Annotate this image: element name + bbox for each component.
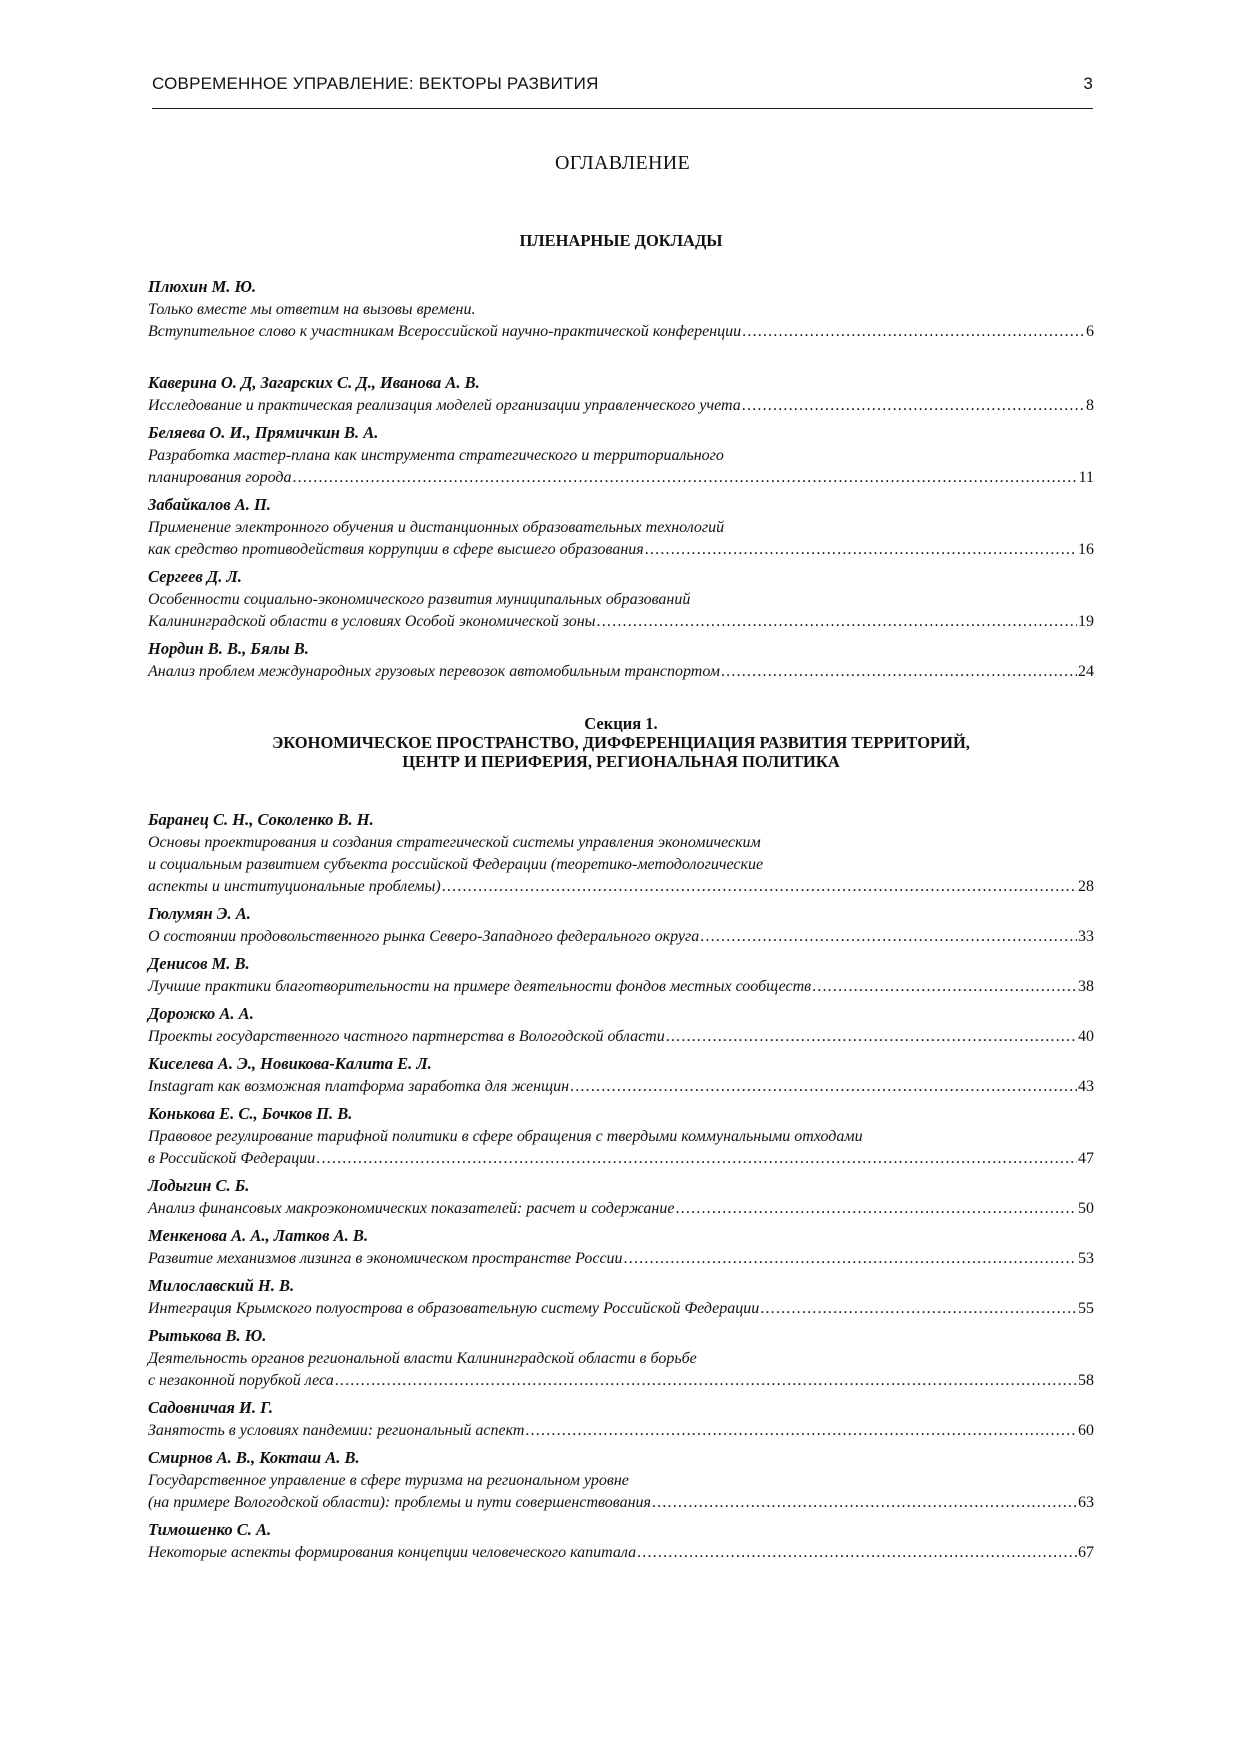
entry-title-line: О состоянии продовольственного рынка Северо-Западного федерального округа xyxy=(148,928,700,945)
dot-leader xyxy=(742,321,1085,343)
running-title: СОВРЕМЕННОЕ УПРАВЛЕНИЕ: ВЕКТОРЫ РАЗВИТИЯ xyxy=(152,74,599,93)
entry-authors: Лодыгин С. Б. xyxy=(148,1176,250,1195)
entry-title-line: Разработка мастер-плана как инструмента стратегического и территориального xyxy=(148,447,724,464)
entry-page-number: 11 xyxy=(1078,469,1094,486)
entry-title-line-with-page xyxy=(148,395,1094,417)
dot-leader xyxy=(335,1370,1077,1392)
section-1-heading-block xyxy=(148,714,1094,771)
entry-authors: Конькова Е. С., Бочков П. В. xyxy=(148,1104,353,1123)
toc-entry[interactable] xyxy=(148,952,1094,998)
toc-entry[interactable] xyxy=(148,1102,1094,1170)
entry-title-line-with-page xyxy=(148,926,1094,948)
toc-entry[interactable] xyxy=(148,1224,1094,1270)
entry-page-number: 67 xyxy=(1078,1544,1094,1561)
dot-leader xyxy=(442,876,1077,898)
entry-title-line: Развитие механизмов лизинга в экономическом пространстве России xyxy=(148,1250,623,1267)
entry-page-number: 43 xyxy=(1078,1078,1094,1095)
entry-title-line-with-page xyxy=(148,1198,1094,1220)
entry-title-line: (на примере Вологодской области): проблемы и пути совершенствования xyxy=(148,1494,651,1511)
entry-title-line-with-page xyxy=(148,539,1094,561)
toc-entry[interactable] xyxy=(148,421,1094,489)
page-number: 3 xyxy=(1083,74,1093,93)
entry-page-number: 40 xyxy=(1078,1028,1094,1045)
entry-title-line-with-page xyxy=(148,1148,1094,1170)
toc-entry[interactable] xyxy=(148,902,1094,948)
entry-title-line: Только вместе мы ответим на вызовы времени. xyxy=(148,301,476,318)
section-1-entries xyxy=(148,808,1094,1568)
running-header xyxy=(152,74,1093,109)
dot-leader xyxy=(675,1198,1077,1220)
dot-leader xyxy=(645,539,1077,561)
toc-entry[interactable] xyxy=(148,1396,1094,1442)
entry-title-line: как средство противодействия коррупции в сфере высшего образования xyxy=(148,541,644,558)
entry-title-line: в Российской Федерации xyxy=(148,1150,316,1167)
dot-leader xyxy=(525,1420,1077,1442)
entry-title-line-with-page xyxy=(148,1248,1094,1270)
entry-title-line-with-page xyxy=(148,1420,1094,1442)
entry-title-line: и социальным развитием субъекта российской Федерации (теоретико-методологические xyxy=(148,856,764,873)
section-label: Секция 1. xyxy=(584,714,658,733)
dot-leader xyxy=(721,661,1077,683)
toc-entry[interactable] xyxy=(148,1174,1094,1220)
entry-title-line-with-page xyxy=(148,1026,1094,1048)
entry-page-number: 55 xyxy=(1078,1300,1094,1317)
section-title-line: ЦЕНТР И ПЕРИФЕРИЯ, РЕГИОНАЛЬНАЯ ПОЛИТИКА xyxy=(402,752,840,771)
entry-title-line: Применение электронного обучения и дистанционных образовательных технологий xyxy=(148,519,725,536)
dot-leader xyxy=(624,1248,1077,1270)
entry-authors: Смирнов А. В., Кокташ А. В. xyxy=(148,1448,360,1467)
entry-authors: Сергеев Д. Л. xyxy=(148,567,242,586)
dot-leader xyxy=(700,926,1077,948)
dot-leader xyxy=(292,467,1077,489)
entry-title-line: Основы проектирования и создания стратегической системы управления экономическим xyxy=(148,834,761,851)
plenary-entries-group-2 xyxy=(148,371,1094,687)
entry-title-line: Вступительное слово к участникам Всероссийской научно-практической конференции xyxy=(148,323,742,340)
entry-page-number: 47 xyxy=(1078,1150,1094,1167)
entry-title-line: Анализ проблем международных грузовых перевозок автомобильным транспортом xyxy=(148,663,720,680)
entry-title-line: Анализ финансовых макроэкономических показателей: расчет и содержание xyxy=(148,1200,675,1217)
dot-leader xyxy=(316,1148,1077,1170)
section-title-line: ЭКОНОМИЧЕСКОЕ ПРОСТРАНСТВО, ДИФФЕРЕНЦИАЦИЯ РАЗВИТИЯ ТЕРРИТОРИЙ, xyxy=(272,733,970,752)
toc-entry[interactable] xyxy=(148,493,1094,561)
toc-title: ОГЛАВЛЕНИЕ xyxy=(555,152,690,174)
entry-title-line: Занятость в условиях пандемии: региональный аспект xyxy=(148,1422,525,1439)
entry-title-line: планирования города xyxy=(148,469,292,486)
dot-leader xyxy=(666,1026,1077,1048)
entry-title-line: аспекты и институциональные проблемы) xyxy=(148,878,441,895)
toc-entry[interactable] xyxy=(148,565,1094,633)
entry-title-line: Проекты государственного частного партнерства в Вологодской области xyxy=(148,1028,665,1045)
entry-title-line: Instagram как возможная платформа заработка для женщин xyxy=(148,1078,570,1095)
entry-title-line: Некоторые аспекты формирования концепции человеческого капитала xyxy=(148,1544,637,1561)
entry-authors: Менкенова А. А., Латков А. В. xyxy=(148,1226,369,1245)
entry-page-number: 28 xyxy=(1078,878,1094,895)
entry-page-number: 38 xyxy=(1078,978,1094,995)
entry-title-line: Калининградской области в условиях Особой экономической зоны xyxy=(148,613,596,630)
entry-title-line-with-page xyxy=(148,321,1094,343)
plenary-heading: ПЛЕНАРНЫЕ ДОКЛАДЫ xyxy=(519,231,723,250)
entry-title-line-with-page xyxy=(148,611,1094,633)
entry-authors: Денисов М. В. xyxy=(148,954,250,973)
toc-entry[interactable] xyxy=(148,1002,1094,1048)
entry-title-line-with-page xyxy=(148,661,1094,683)
entry-title-line-with-page xyxy=(148,1076,1094,1098)
entry-title-line: Правовое регулирование тарифной политики в сфере обращения с твердыми коммунальными отходами xyxy=(148,1128,863,1145)
entry-title-line-with-page xyxy=(148,876,1094,898)
entry-title-line: Исследование и практическая реализация моделей организации управленческого учета xyxy=(148,397,741,414)
entry-title-line: с незаконной порубкой леса xyxy=(148,1372,334,1389)
entry-authors: Рытькова В. Ю. xyxy=(148,1326,267,1345)
entry-page-number: 16 xyxy=(1078,541,1094,558)
entry-authors: Садовничая И. Г. xyxy=(148,1398,273,1417)
entry-page-number: 33 xyxy=(1078,928,1094,945)
entry-title-line-with-page xyxy=(148,467,1094,489)
entry-title-line: Интеграция Крымского полуострова в образовательную систему Российской Федерации xyxy=(148,1300,760,1317)
toc-entry[interactable] xyxy=(148,1052,1094,1098)
entry-page-number: 50 xyxy=(1078,1200,1094,1217)
entry-authors: Киселева А. Э., Новикова-Калита Е. Л. xyxy=(148,1054,432,1073)
entry-title-line: Лучшие практики благотворительности на примере деятельности фондов местных сообществ xyxy=(148,978,812,995)
entry-title-line: Деятельность органов региональной власти Калининградской области в борьбе xyxy=(148,1350,697,1367)
entry-authors: Забайкалов А. П. xyxy=(148,495,271,514)
entry-authors: Каверина О. Д, Загарских С. Д., Иванова А. В. xyxy=(148,373,480,392)
toc-entry[interactable] xyxy=(148,1446,1094,1514)
entry-page-number: 58 xyxy=(1078,1372,1094,1389)
entry-authors: Беляева О. И., Прямичкин В. А. xyxy=(148,423,379,442)
entry-authors: Гюлумян Э. А. xyxy=(148,904,251,923)
dot-leader xyxy=(760,1298,1077,1320)
toc-entry[interactable] xyxy=(148,1274,1094,1320)
dot-leader xyxy=(742,395,1085,417)
entry-page-number: 63 xyxy=(1078,1494,1094,1511)
entry-authors: Милославский Н. В. xyxy=(148,1276,295,1295)
entry-page-number: 60 xyxy=(1078,1422,1094,1439)
toc-entry[interactable] xyxy=(148,1518,1094,1564)
entry-page-number: 8 xyxy=(1086,397,1094,414)
dot-leader xyxy=(812,976,1077,998)
entry-title-line-with-page xyxy=(148,976,1094,998)
toc-entry[interactable] xyxy=(148,1324,1094,1392)
entry-authors: Дорожко А. А. xyxy=(148,1004,254,1023)
entry-title-line-with-page xyxy=(148,1298,1094,1320)
entry-title-line-with-page xyxy=(148,1370,1094,1392)
toc-entry[interactable] xyxy=(148,637,1094,683)
entry-authors: Баранец С. Н., Соколенко В. Н. xyxy=(148,810,374,829)
toc-entry[interactable] xyxy=(148,808,1094,898)
dot-leader xyxy=(652,1492,1077,1514)
plenary-heading-block xyxy=(148,231,1094,250)
entry-authors: Нордин В. В., Бялы В. xyxy=(148,639,309,658)
dot-leader xyxy=(637,1542,1077,1564)
entry-title-line: Особенности социально-экономического развития муниципальных образований xyxy=(148,591,691,608)
entry-title-line-with-page xyxy=(148,1492,1094,1514)
entry-authors: Тимошенко С. А. xyxy=(148,1520,272,1539)
entry-title-line-with-page xyxy=(148,1542,1094,1564)
entry-title-line: Государственное управление в сфере туризма на региональном уровне xyxy=(148,1472,629,1489)
dot-leader xyxy=(570,1076,1077,1098)
dot-leader xyxy=(597,611,1077,633)
entry-authors: Плюхин М. Ю. xyxy=(148,277,257,296)
toc-entry[interactable] xyxy=(148,275,1094,343)
entry-page-number: 6 xyxy=(1086,323,1094,340)
entry-page-number: 19 xyxy=(1078,613,1094,630)
plenary-entries-group-1 xyxy=(148,275,1094,347)
entry-page-number: 53 xyxy=(1078,1250,1094,1267)
entry-page-number: 24 xyxy=(1078,663,1094,680)
toc-entry[interactable] xyxy=(148,371,1094,417)
